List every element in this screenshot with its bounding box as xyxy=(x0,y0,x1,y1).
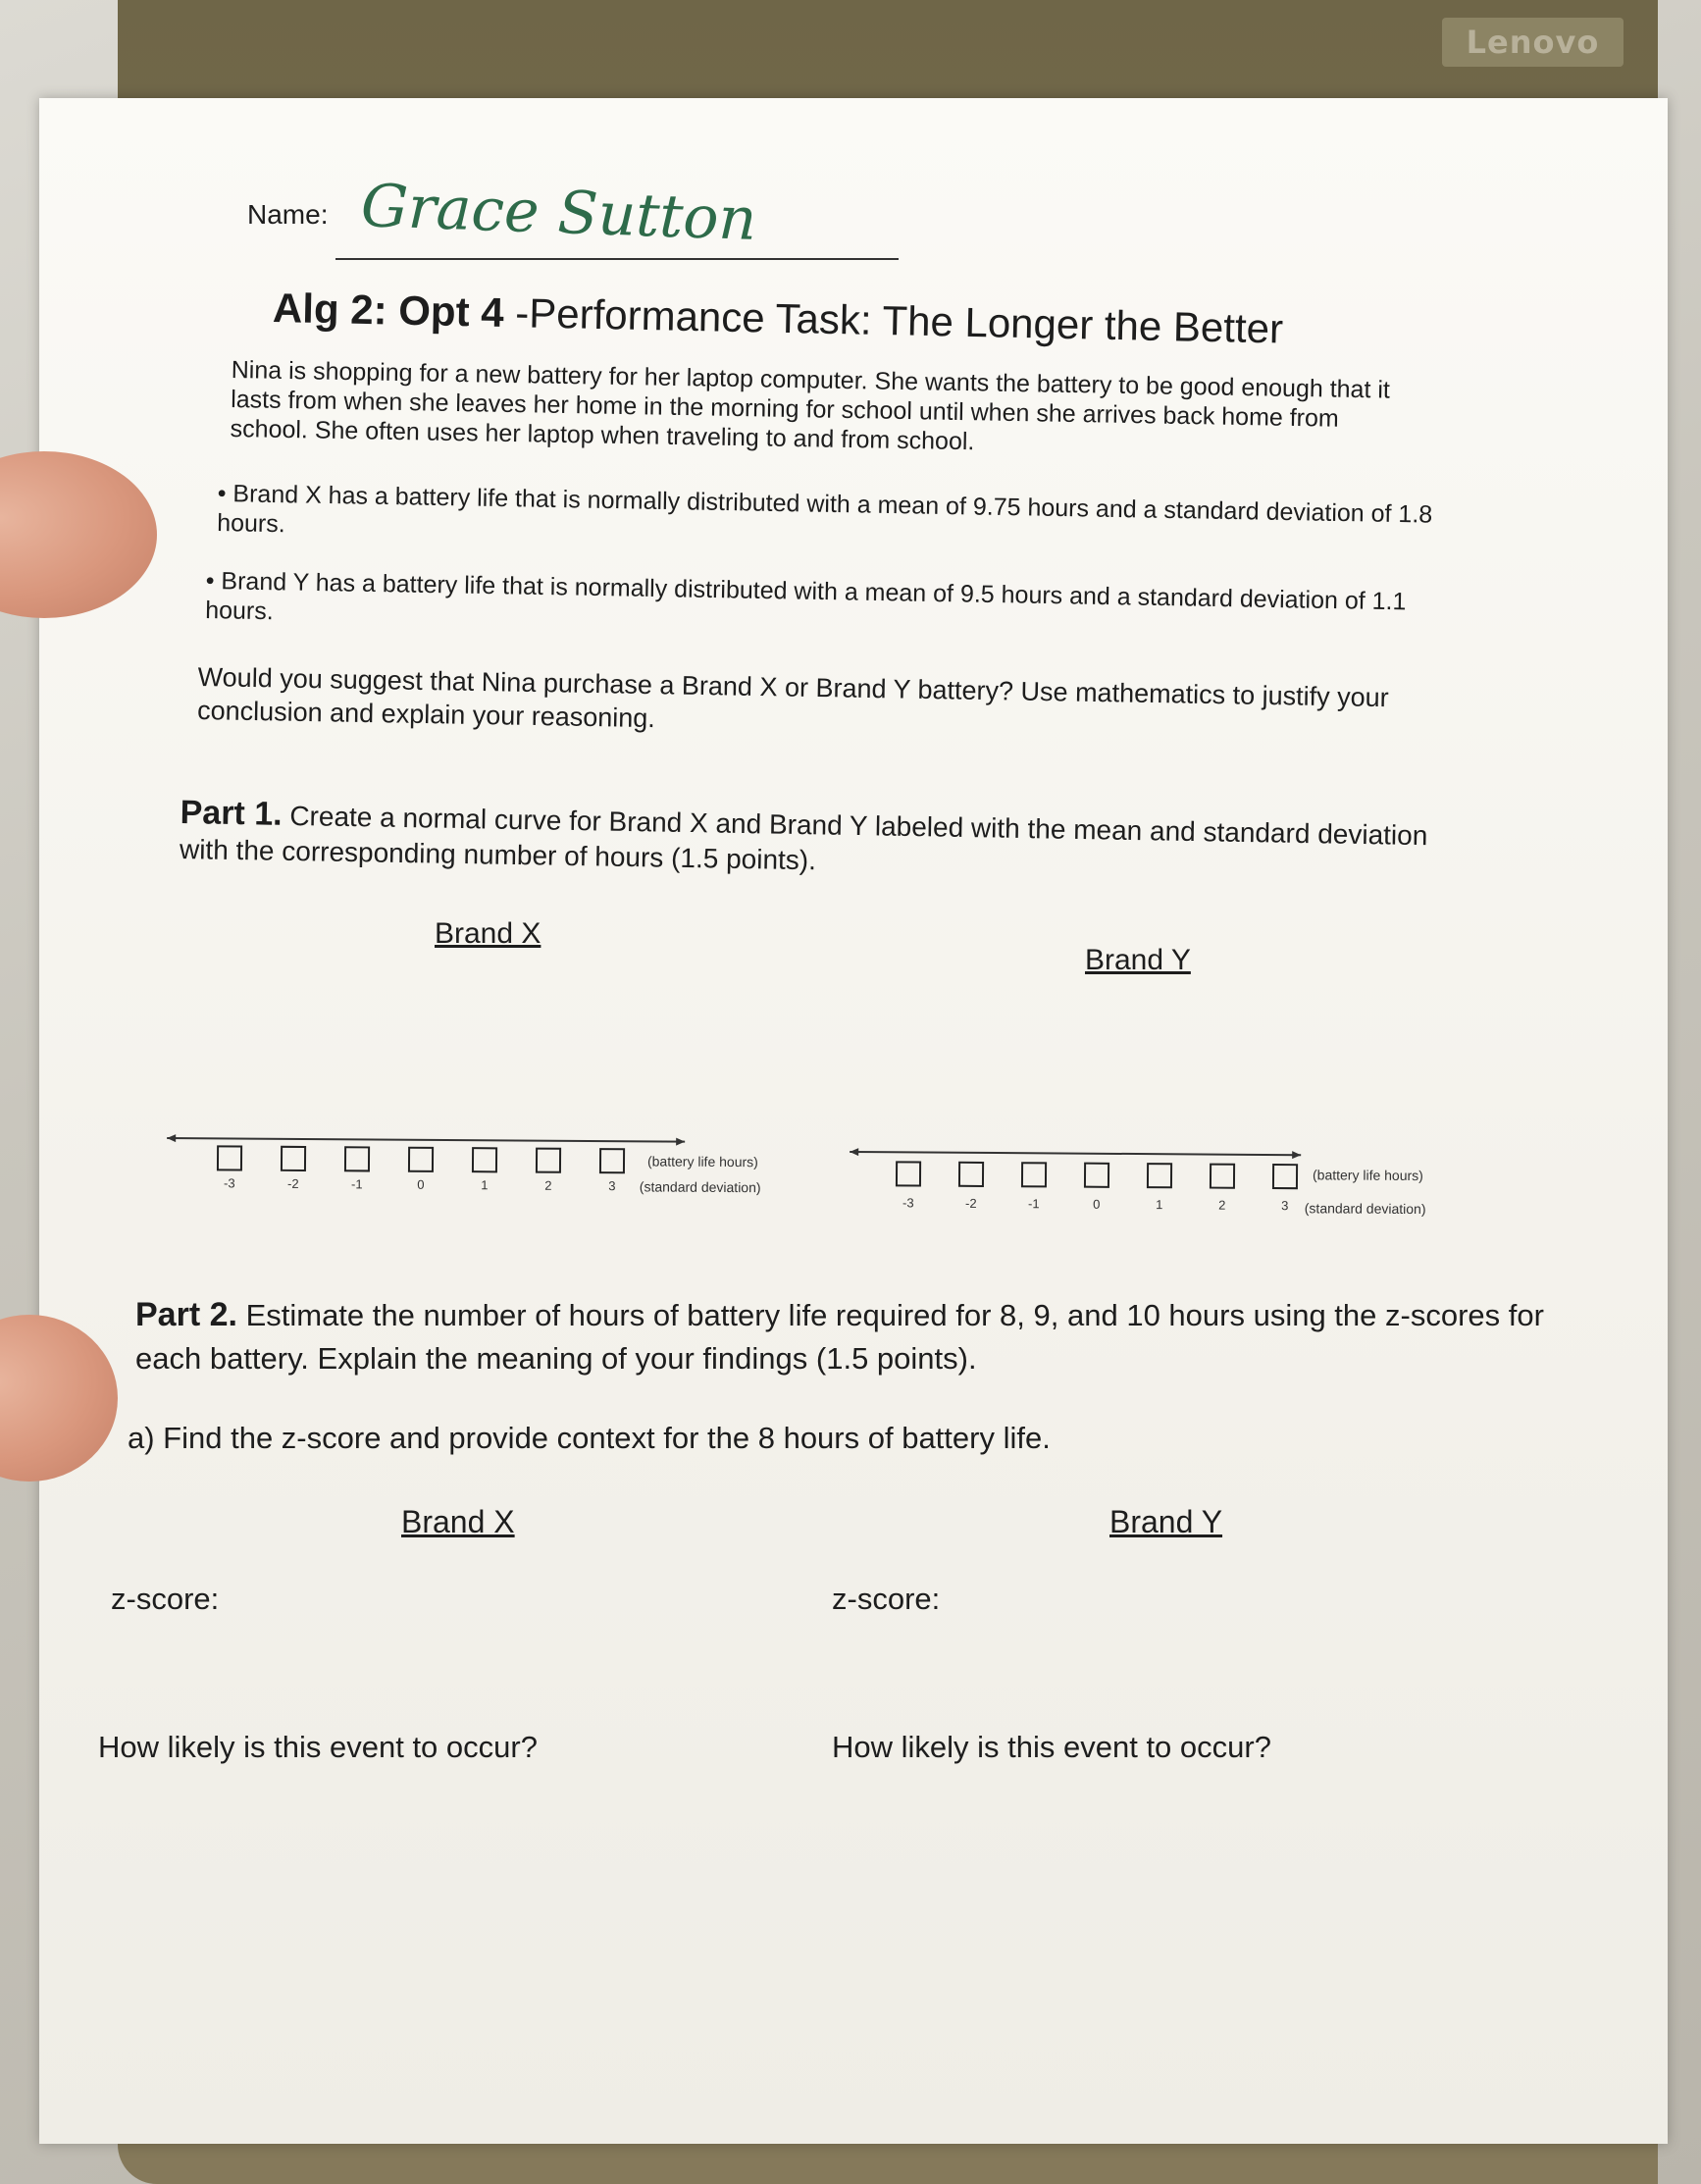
brand-x-box-5 xyxy=(536,1148,561,1173)
brand-y-tick-label-4: 1 xyxy=(1156,1197,1163,1213)
name-label: Name: xyxy=(247,199,329,230)
part2-brand-y-heading: Brand Y xyxy=(1109,1504,1223,1539)
brand-y-tick-label-2: -1 xyxy=(1027,1196,1040,1212)
part1-brand-x-heading: Brand X xyxy=(435,917,541,950)
brand-x-zscore-label: z-score: xyxy=(111,1582,220,1616)
brand-x-tick-label-3: 0 xyxy=(417,1176,425,1192)
intro-paragraph: Nina is shopping for a new battery for her laptop computer. She wants the battery to be good enough that it lasts from when she leaves her home in the morning for school until when she arrives back home from school. She often uses her laptop when traveling to and from school. xyxy=(230,355,1391,456)
lenovo-logo: Lenovo xyxy=(1442,18,1624,67)
brand-y-box-5 xyxy=(1210,1164,1235,1189)
title-bold: Alg 2: Opt 4 xyxy=(272,285,505,336)
brand-y-likelihood-label: How likely is this event to occur? xyxy=(832,1730,1271,1764)
brand-y-box-3 xyxy=(1084,1163,1109,1188)
title-rest: -Performance Task: The Longer the Better xyxy=(503,288,1284,352)
brand-x-number-line xyxy=(167,1128,814,1202)
brand-x-box-1 xyxy=(281,1146,306,1171)
brand-y-tick-label-0: -3 xyxy=(902,1195,914,1211)
part2-brand-x-heading: Brand X xyxy=(401,1504,515,1539)
brand-x-likelihood-label: How likely is this event to occur? xyxy=(98,1730,538,1764)
brand-x-bullet: • Brand X has a battery life that is normally distributed with a mean of 9.75 hours and a standard deviation of 1.8 hours. xyxy=(216,479,1433,539)
part1-brand-y-heading: Brand Y xyxy=(1085,944,1191,976)
brand-x-tick-label-5: 2 xyxy=(544,1177,552,1193)
brand-x-box-6 xyxy=(599,1148,625,1173)
brand-y-number-line xyxy=(850,1144,1477,1217)
brand-x-box-4 xyxy=(472,1147,497,1172)
brand-y-bullet: • Brand Y has a battery life that is normally distributed with a mean of 9.5 hours and a standard deviation of 1.1 hours. xyxy=(204,566,1407,626)
question-paragraph: Would you suggest that Nina purchase a Brand X or Brand Y battery? Use mathematics to justify your conclusion and explain your reasoning. xyxy=(196,661,1389,734)
brand-y-box-6 xyxy=(1272,1164,1298,1189)
part1-text: Create a normal curve for Brand X and Brand Y labeled with the mean and standard deviation with the corresponding number of hours (1.5 points). xyxy=(179,800,1428,876)
brand-y-tick-label-1: -2 xyxy=(964,1195,977,1211)
brand-x-tick-label-2: -1 xyxy=(351,1176,363,1192)
brand-x-box-3 xyxy=(408,1147,434,1172)
brand-x-box-0 xyxy=(217,1145,242,1170)
part2a-question: a) Find the z-score and provide context for the 8 hours of battery life. xyxy=(128,1421,1051,1455)
brand-y-zscore-label: z-score: xyxy=(832,1582,941,1616)
brand-x-axis-label-sd: (standard deviation) xyxy=(639,1178,761,1196)
brand-y-axis-label-hours: (battery life hours) xyxy=(1312,1167,1423,1184)
brand-x-tick-label-6: 3 xyxy=(608,1178,616,1194)
name-line xyxy=(335,258,899,260)
brand-y-tick-label-6: 3 xyxy=(1281,1198,1289,1214)
brand-y-box-1 xyxy=(958,1162,984,1187)
brand-y-box-2 xyxy=(1021,1162,1047,1187)
brand-x-tick-label-1: -2 xyxy=(287,1175,299,1191)
brand-y-axis-label-sd: (standard deviation) xyxy=(1304,1200,1426,1218)
brand-x-axis-label-hours: (battery life hours) xyxy=(646,1153,758,1170)
brand-y-tick-label-5: 2 xyxy=(1218,1197,1226,1213)
part1-heading: Part 1. xyxy=(180,794,283,833)
part2-heading: Part 2. xyxy=(135,1296,237,1333)
name-handwriting: Grace Sutton xyxy=(359,171,758,255)
brand-y-box-4 xyxy=(1147,1163,1172,1188)
brand-y-tick-label-3: 0 xyxy=(1093,1196,1101,1212)
part2-instructions xyxy=(135,1293,1548,1380)
part2-text: Estimate the number of hours of battery life required for 8, 9, and 10 hours using the z-scores for each battery. Explain the meaning of your findings (1.5 points). xyxy=(135,1298,1544,1376)
brand-x-tick-label-4: 1 xyxy=(481,1177,489,1193)
brand-x-box-2 xyxy=(344,1146,370,1171)
brand-y-box-0 xyxy=(896,1161,921,1186)
brand-x-tick-label-0: -3 xyxy=(224,1175,235,1191)
